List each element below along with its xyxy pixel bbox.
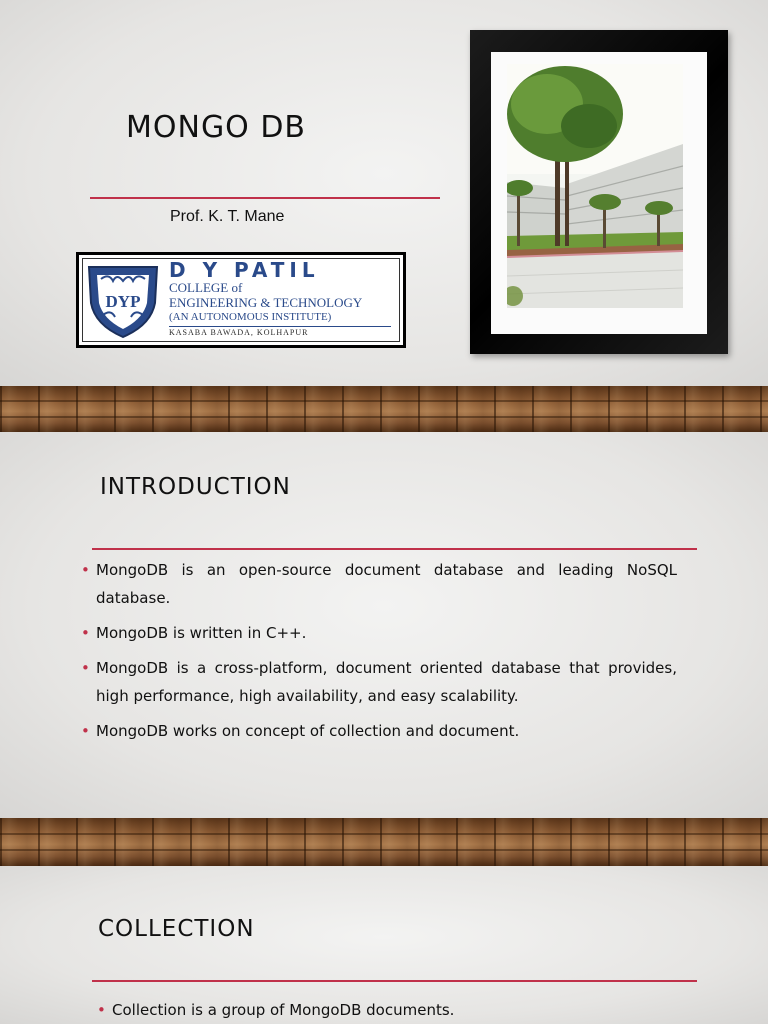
bullet-item: • MongoDB is written in C++. xyxy=(79,619,677,647)
bullet-list xyxy=(95,996,685,1024)
college-shield-icon xyxy=(83,259,163,339)
svg-text:DYP: DYP xyxy=(105,292,141,311)
title-slide xyxy=(0,0,768,386)
wood-floor-divider xyxy=(0,386,768,432)
title-underline xyxy=(92,548,697,550)
bullet-item: • Collection is a group of MongoDB documents. xyxy=(95,996,685,1024)
picture-mat xyxy=(491,52,707,334)
wood-floor-divider xyxy=(0,818,768,866)
logo-text xyxy=(169,259,391,339)
slide-title: INTRODUCTION xyxy=(100,474,291,500)
bullet-list xyxy=(79,556,677,752)
college-logo xyxy=(76,252,406,348)
title-underline xyxy=(90,197,440,199)
slide-title: MONGO DB xyxy=(126,110,307,145)
collection-slide xyxy=(0,866,768,1024)
logo-college-of: COLLEGE of xyxy=(169,280,243,295)
presenter-name: Prof. K. T. Mane xyxy=(170,208,285,225)
bullet-item: • MongoDB is an open-source document database and leading NoSQL database. xyxy=(79,556,677,612)
slide-title: COLLECTION xyxy=(98,916,255,942)
title-underline xyxy=(92,980,697,982)
picture-frame xyxy=(470,30,728,354)
campus-photo xyxy=(507,64,683,308)
logo-engineering: ENGINEERING & TECHNOLOGY xyxy=(169,295,363,310)
bullet-item: • MongoDB is a cross-platform, document oriented database that provides, high performance, high availability, and easy scalability. xyxy=(79,654,677,710)
logo-autonomous: (AN AUTONOMOUS INSTITUTE) xyxy=(169,311,332,323)
logo-location: KASABA BAWADA, KOLHAPUR xyxy=(169,326,391,339)
bullet-item: • MongoDB works on concept of collection and document. xyxy=(79,717,677,745)
logo-college-name: D Y PATIL xyxy=(169,258,320,282)
introduction-slide xyxy=(0,432,768,818)
